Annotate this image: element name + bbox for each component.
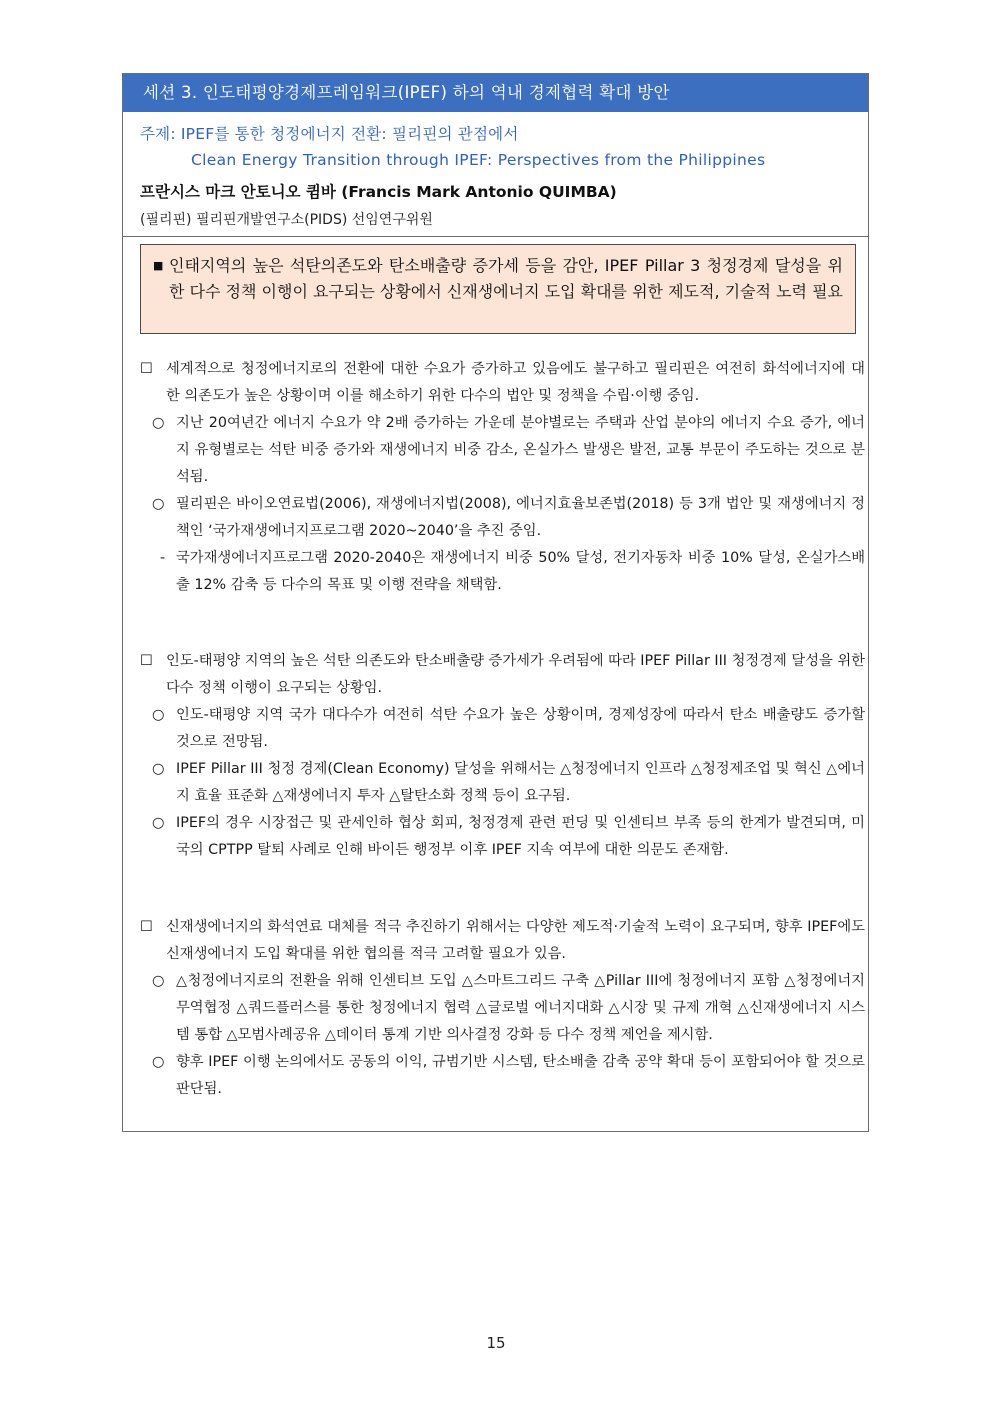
- topic-korean: 주제: IPEF를 통한 청정에너지 전환: 필리핀의 관점에서: [140, 125, 519, 143]
- sub-point-text: 향후 IPEF 이행 논의에서도 공동의 이익, 규범기반 시스템, 탄소배출 감축 공약 확대 등이 포함되어야 할 것으로 판단됨.: [176, 1054, 865, 1097]
- sub-point: [140, 410, 868, 491]
- circle-bullet-icon: ○: [152, 707, 165, 723]
- section-2: [140, 648, 868, 864]
- sub-point-text: 지난 20여년간 에너지 수요가 약 2배 증가하는 가운데 분야별로는 주택과 산업 분야의 에너지 수요 증가, 에너지 유형별로는 석탄 비중 증가와 재생에너지 비중 감소, 온실가스 발생은 발전, 교통 부문이 주도하는 것으로 분석됨.: [176, 415, 865, 485]
- section-3: [140, 914, 868, 1103]
- circle-bullet-icon: ○: [152, 761, 165, 777]
- summary-box: [140, 244, 856, 334]
- topic-english: Clean Energy Transition through IPEF: Perspectives from the Philippines: [191, 151, 766, 169]
- sub-point: [140, 756, 868, 810]
- checkbox-square-icon: ☐: [140, 919, 153, 935]
- checkbox-square-icon: ☐: [140, 361, 153, 377]
- sub-point: [140, 968, 868, 1049]
- circle-bullet-icon: ○: [152, 1054, 165, 1070]
- main-point: [140, 356, 868, 410]
- session-frame: [122, 73, 869, 1132]
- sub-point-text: △청정에너지로의 전환을 위해 인센티브 도입 △스마트그리드 구축 △Pillar III에 청정에너지 포함 △청정에너지무역협정 △쿼드플러스를 통한 청정에너지 협력 △글로벌 에너지대화 △시장 및 규제 개혁 △신재생에너지 시스템 통합 △모범사례공유 △데이터 통계 기반 의사결정 강화 등 다수 정책 제언을 제시함.: [176, 973, 865, 1043]
- sub-point: [140, 702, 868, 756]
- sub-point-text: 인도-태평양 지역 국가 대다수가 여전히 석탄 수요가 높은 상황이며, 경제성장에 따라서 탄소 배출량도 증가할 것으로 전망됨.: [176, 707, 865, 750]
- sub-point-text: IPEF의 경우 시장접근 및 관세인하 협상 회피, 청정경제 관련 펀딩 및 인센티브 부족 등의 한계가 발견되며, 미국의 CPTPP 탈퇴 사례로 인해 바이든 행정부 이후 IPEF 지속 여부에 대한 의문도 존재함.: [176, 815, 865, 858]
- main-point: [140, 648, 868, 702]
- circle-bullet-icon: ○: [152, 415, 165, 431]
- circle-bullet-icon: ○: [152, 973, 165, 989]
- dash-bullet-icon: -: [160, 550, 166, 566]
- circle-bullet-icon: ○: [152, 496, 165, 512]
- dash-point: [140, 545, 868, 599]
- checkbox-square-icon: ☐: [140, 653, 153, 669]
- sub-point: [140, 1049, 868, 1103]
- page-number: 15: [486, 1334, 506, 1352]
- session-title: 세션 3. 인도태평양경제프레임워크(IPEF) 하의 역내 경제협력 확대 방안: [123, 74, 868, 112]
- summary-text: 인태지역의 높은 석탄의존도와 탄소배출량 증가세 등을 감안, IPEF Pillar 3 청정경제 달성을 위한 다수 정책 이행이 요구되는 상황에서 신재생에너지 도입 확대를 위한 제도적, 기술적 노력 필요: [169, 256, 843, 301]
- sub-point-text: IPEF Pillar III 청정 경제(Clean Economy) 달성을 위해서는 △청정에너지 인프라 △청정제조업 및 혁신 △에너지 효율 표준화 △재생에너지 투자 △탈탄소화 정책 등이 요구됨.: [176, 761, 865, 804]
- main-point-text: 세계적으로 청정에너지로의 전환에 대한 수요가 증가하고 있음에도 불구하고 필리핀은 여전히 화석에너지에 대한 의존도가 높은 상황이며 이를 해소하기 위한 다수의 법안 및 정책을 수립·이행 중임.: [166, 361, 865, 404]
- section-1: [140, 356, 868, 599]
- square-bullet-icon: ■: [153, 259, 164, 272]
- presentation-info: [123, 112, 868, 237]
- sub-point: [140, 810, 868, 864]
- dash-point-text: 국가재생에너지프로그램 2020-2040은 재생에너지 비중 50% 달성, 전기자동차 비중 10% 달성, 온실가스배출 12% 감축 등 다수의 목표 및 이행 전략을 채택함.: [176, 550, 865, 593]
- speaker-name: 프란시스 마크 안토니오 큄바 (Francis Mark Antonio QUIMBA): [140, 183, 617, 201]
- circle-bullet-icon: ○: [152, 815, 165, 831]
- sub-point-text: 필리핀은 바이오연료법(2006), 재생에너지법(2008), 에너지효율보존법(2018) 등 3개 법안 및 재생에너지 정책인 ‘국가재생에너지프로그램 2020~2040’을 추진 중임.: [176, 496, 865, 539]
- speaker-affiliation: (필리핀) 필리핀개발연구소(PIDS) 선임연구위원: [140, 212, 433, 228]
- main-point-text: 인도-태평양 지역의 높은 석탄 의존도와 탄소배출량 증가세가 우려됨에 따라 IPEF Pillar III 청정경제 달성을 위한 다수 정책 이행이 요구되는 상황임.: [166, 653, 865, 696]
- main-point-text: 신재생에너지의 화석연료 대체를 적극 추진하기 위해서는 다양한 제도적·기술적 노력이 요구되며, 향후 IPEF에도 신재생에너지 도입 확대를 위한 협의를 적극 고려할 필요가 있음.: [166, 919, 865, 962]
- sub-point: [140, 491, 868, 545]
- main-point: [140, 914, 868, 968]
